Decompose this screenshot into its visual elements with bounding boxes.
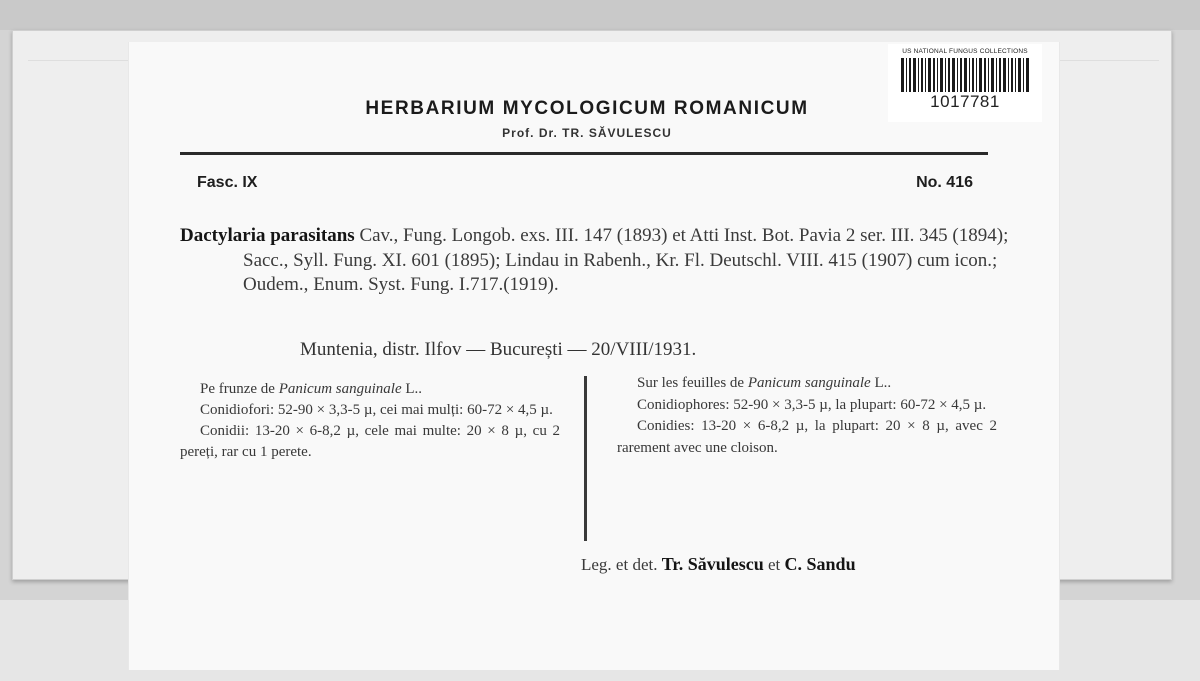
taxon-citation	[180, 224, 1058, 298]
packet-flap-right	[1058, 60, 1159, 211]
background-top	[0, 0, 1200, 30]
collector-name: Tr. Săvulescu	[661, 554, 764, 574]
collection-locality: Muntenia, distr. Ilfov — București — 20/VIII/1931.	[300, 339, 697, 360]
column-divider	[584, 376, 587, 541]
conidiophores-french: Conidiophores: 52-90 × 3,3-5 µ, la plupart: 60-72 × 4,5 µ.	[637, 396, 987, 413]
conidia-french: Conidies: 13-20 × 6-8,2 µ, la plupart: 20 × 8 µ, avec 2 rarement avec une cloison.	[617, 418, 997, 456]
host-name: Panicum sanguinale	[278, 381, 402, 397]
collector-name: C. Sandu	[784, 554, 856, 574]
herbarium-title: HERBARIUM MYCOLOGICUM ROMANICUM	[365, 98, 809, 119]
host-suffix: L..	[401, 381, 423, 397]
host-prefix: Sur les feuilles de	[637, 375, 748, 391]
collector-and: et	[768, 555, 781, 574]
description-romanian	[180, 379, 560, 463]
host-suffix: L..	[870, 375, 892, 391]
host-name: Panicum sanguinale	[747, 375, 871, 391]
citation-line: Bot. Pavia 2 ser. III. 345 (1894); Sacc., Syll. Fung. XI. 601 (1895);	[243, 225, 1009, 271]
citation-line: Enum. Syst. Fung. I.717.(1919).	[313, 274, 559, 295]
host-prefix: Pe frunze de	[200, 381, 279, 397]
legit-prefix: Leg. et det.	[581, 555, 658, 574]
fascicle-number: Fasc. IX	[197, 174, 258, 191]
specimen-number: No. 416	[916, 174, 973, 191]
header-rule	[180, 152, 988, 155]
barcode-icon	[901, 58, 1029, 92]
conidiophores-romanian: Conidiofori: 52-90 × 3,3-5 µ, cei mai mulți: 60-72 × 4,5 µ.	[200, 402, 553, 418]
host-romanian	[180, 379, 560, 400]
collector-line	[581, 554, 856, 575]
conidia-romanian: Conidii: 13-20 × 6-8,2 µ, cele mai multe: 20 × 8 µ, cu 2 pereți, rar cu 1 perete.	[180, 423, 560, 460]
citation-line: Cav., Fung. Longob. exs. III. 147 (1893) et Atti Inst.	[359, 225, 758, 246]
herbarium-director: Prof. Dr. TR. SĂVULESCU	[502, 126, 672, 140]
barcode-label	[888, 44, 1042, 122]
species-name: Dactylaria parasitans	[180, 225, 355, 246]
barcode-number: 1017781	[930, 92, 1000, 111]
citation-line: Lindau in Rabenh., Kr. Fl. Deutschl. VIII. 415 (1907) cum icon.; Oudem.,	[243, 249, 998, 295]
host-french	[617, 373, 997, 395]
barcode-caption: US NATIONAL FUNGUS COLLECTIONS	[902, 48, 1028, 55]
description-french	[617, 373, 997, 459]
